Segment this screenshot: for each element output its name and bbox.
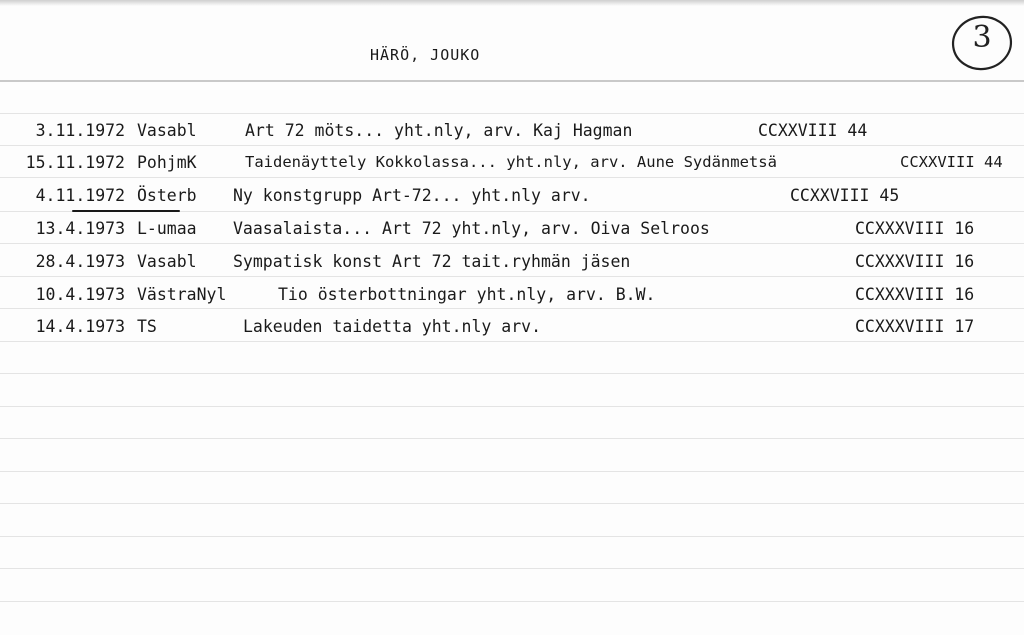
entry-ref: CCXXXVIII 17 xyxy=(855,317,975,336)
list-item xyxy=(0,252,1024,280)
handwritten-underline xyxy=(72,210,180,212)
entry-paper: L-umaa xyxy=(137,219,197,238)
list-item xyxy=(0,285,1024,313)
entry-ref: CCXXXVIII 16 xyxy=(855,252,975,271)
list-item xyxy=(0,219,1024,247)
ruled-line xyxy=(0,406,1024,407)
ruled-line xyxy=(0,536,1024,537)
entry-paper: Vasabl xyxy=(137,121,197,140)
entry-title: Lakeuden taidetta yht.nly arv. xyxy=(243,317,542,336)
entry-date: 10.4.1973 xyxy=(35,285,125,304)
card-top-edge xyxy=(0,0,1024,6)
list-item xyxy=(0,153,1024,181)
entry-date: 28.4.1973 xyxy=(35,252,125,271)
entry-title: Vaasalaista... Art 72 yht.nly, arv. Oiva Selroos xyxy=(233,219,710,238)
entry-paper: Vasabl xyxy=(137,252,197,271)
entry-ref: CCXXVIII 44 xyxy=(758,121,868,140)
ruled-line xyxy=(0,373,1024,374)
entry-date: 15.11.1972 xyxy=(25,153,125,172)
entry-date: 4.11.1972 xyxy=(35,186,125,205)
card-number-circle xyxy=(950,12,1014,72)
ruled-line xyxy=(0,503,1024,504)
entry-paper: TS xyxy=(137,317,157,336)
entry-ref: CCXXXVIII 16 xyxy=(855,285,975,304)
header-rule xyxy=(0,80,1024,82)
entry-date: 14.4.1973 xyxy=(35,317,125,336)
ruled-line xyxy=(0,471,1024,472)
entry-date: 3.11.1972 xyxy=(35,121,125,140)
entry-title: Sympatisk konst Art 72 tait.ryhmän jäsen xyxy=(233,252,631,271)
entry-paper: PohjmK xyxy=(137,153,197,172)
entry-title: Ny konstgrupp Art-72... yht.nly arv. xyxy=(233,186,591,205)
entry-ref: CCXXXVIII 16 xyxy=(855,219,975,238)
entry-ref: CCXXVIII 44 xyxy=(900,153,1003,171)
card-name: HÄRÖ, JOUKO xyxy=(370,46,481,64)
entry-ref: CCXXVIII 45 xyxy=(790,186,900,205)
ruled-line xyxy=(0,438,1024,439)
card-number-text: 3 xyxy=(972,20,992,55)
entry-title: Taidenäyttely Kokkolassa... yht.nly, arv. Aune Sydänmetsä xyxy=(245,153,777,171)
entry-paper: Österb xyxy=(137,186,197,205)
ruled-line xyxy=(0,601,1024,602)
entry-title: Art 72 möts... yht.nly, arv. Kaj Hagman xyxy=(245,121,633,140)
ruled-line xyxy=(0,113,1024,114)
ruled-line xyxy=(0,568,1024,569)
entry-date: 13.4.1973 xyxy=(35,219,125,238)
list-item xyxy=(0,121,1024,149)
entry-paper: VästraNyl xyxy=(137,285,227,304)
list-item xyxy=(0,317,1024,345)
entry-title: Tio österbottningar yht.nly, arv. B.W. xyxy=(278,285,656,304)
